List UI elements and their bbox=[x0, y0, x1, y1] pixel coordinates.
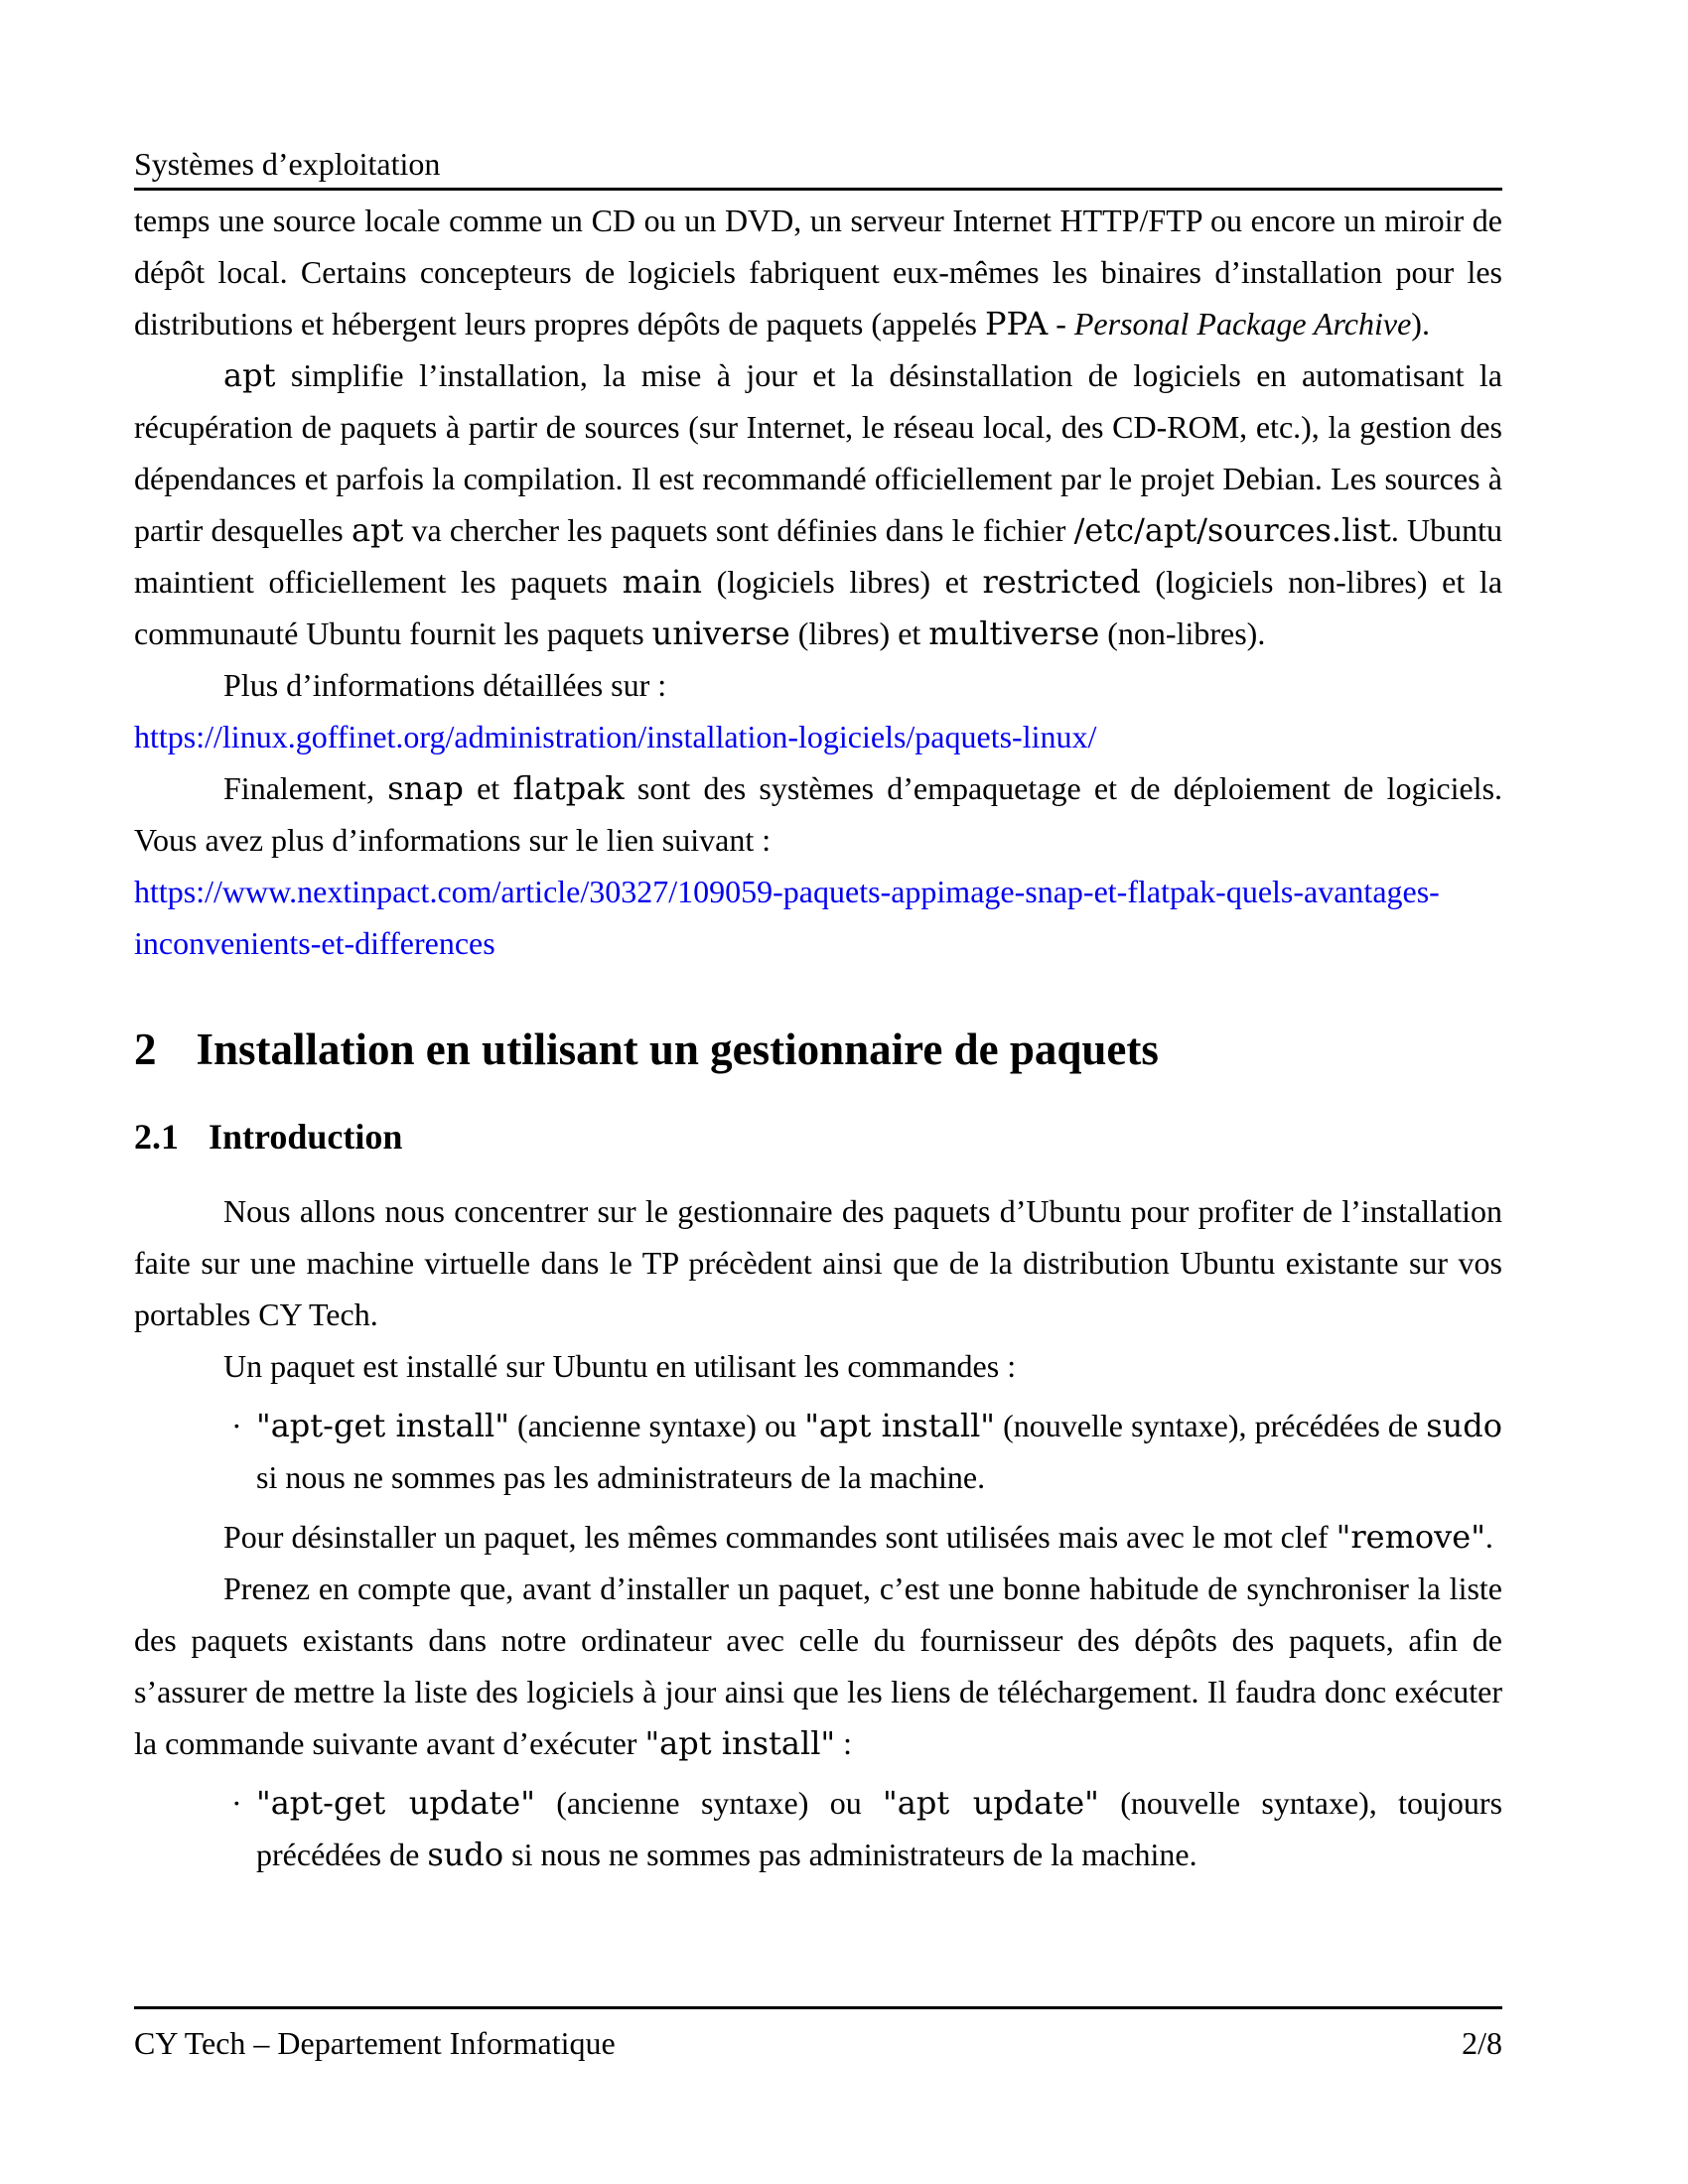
text-segment: simplifie l’installation, la mise à jour et la désinstallation de logiciels en automatisant la récupération de paquets à partir de sources (sur Internet, le réseau local, des CD-ROM, etc.), la gestion des dépendances et parfois la compilation. Il est recommandé officiellement par le projet Debian. Les sources à partir desquelles bbox=[134, 357, 1502, 548]
bullet-icon: · bbox=[231, 1785, 242, 1821]
link-goffinet[interactable]: https://linux.goffinet.org/administration/installation-logiciels/paquets-linux/ bbox=[134, 719, 1097, 754]
paragraph-snap-flatpak bbox=[134, 762, 1502, 866]
document-body bbox=[134, 195, 1502, 1888]
subsection-heading bbox=[134, 1114, 1502, 1160]
page-header bbox=[134, 145, 1502, 191]
inline-code: /etc/apt/sources.list bbox=[1073, 511, 1391, 549]
text-segment: sont des systèmes d’empaquetage et de déploiement de logiciels. Vous avez plus d’informations sur le lien suivant : bbox=[134, 770, 1503, 858]
section-title: Installation en utilisant un gestionnaire de paquets bbox=[196, 1024, 1159, 1074]
paragraph-nous-allons bbox=[134, 1185, 1502, 1340]
text-segment: (libres) et bbox=[789, 615, 929, 651]
inline-code: multiverse bbox=[928, 614, 1100, 652]
inline-code: sudo bbox=[427, 1836, 504, 1873]
text-segment: . bbox=[1484, 1519, 1493, 1555]
text-segment: Nous allons nous concentrer sur le gestionnaire des paquets d’Ubuntu pour profiter de l’installation faite sur une machine virtuelle dans le TP précèdent ainsi que de la distribution Ubuntu existante sur vos portables CY Tech. bbox=[134, 1193, 1502, 1332]
text-segment: Prenez en compte que, avant d’installer un paquet, c’est une bonne habitude de synchroniser la liste des paquets existants dans notre ordinateur avec celle du fournisseur des dépôts des paquets, afin de s’assurer de mettre la liste des logiciels à jour ainsi que les liens de téléchargement. Il faudra donc exécuter la commande suivante avant d’exécuter bbox=[134, 1570, 1502, 1761]
inline-code: "apt-get update" bbox=[256, 1784, 535, 1822]
inline-code: flatpak bbox=[512, 769, 625, 807]
inline-code: snap bbox=[387, 769, 464, 807]
section-number: 2 bbox=[134, 1024, 157, 1074]
inline-code: restricted bbox=[982, 563, 1141, 601]
list-item-text bbox=[256, 1408, 1502, 1495]
section-heading bbox=[134, 1021, 1502, 1078]
bullet-icon: · bbox=[231, 1408, 242, 1443]
inline-code: "apt update" bbox=[883, 1784, 1099, 1822]
text-segment: et bbox=[463, 770, 513, 806]
footer-rule bbox=[134, 2006, 1502, 2009]
page-footer bbox=[134, 2001, 1502, 2063]
list-item-text bbox=[256, 1785, 1502, 1872]
text-segment: (ancienne syntaxe) ou bbox=[534, 1785, 884, 1821]
text-segment: Plus d’informations détaillées sur : bbox=[223, 667, 667, 703]
inline-code: "apt install" bbox=[644, 1724, 836, 1762]
text-segment: Un paquet est installé sur Ubuntu en utilisant les commandes : bbox=[223, 1348, 1017, 1384]
text-segment: (logiciels non-libres) et la communauté Ubuntu fournit les paquets bbox=[134, 564, 1503, 651]
text-segment: (ancienne syntaxe) ou bbox=[508, 1408, 805, 1443]
paragraph-prenez-en-compte bbox=[134, 1563, 1502, 1769]
page-number: 2/8 bbox=[1462, 2025, 1502, 2061]
footer-department: CY Tech – Departement Informatique bbox=[134, 2025, 616, 2061]
paragraph-un-paquet bbox=[134, 1340, 1502, 1392]
text-segment: si nous ne sommes pas les administrateurs de la machine. bbox=[256, 1459, 986, 1495]
text-segment: ). bbox=[1411, 306, 1430, 341]
text-segment: Finalement, bbox=[223, 770, 388, 806]
paragraph-intro-continuation bbox=[134, 195, 1502, 349]
text-segment: si nous ne sommes pas administrateurs de la machine. bbox=[503, 1837, 1197, 1872]
paragraph-apt bbox=[134, 349, 1502, 659]
subsection-number: 2.1 bbox=[134, 1117, 179, 1157]
list-item bbox=[231, 1777, 1503, 1880]
text-segment: temps une source locale comme un CD ou un DVD, un serveur Internet HTTP/FTP ou encore un miroir de dépôt local. Certains concepteurs de logiciels fabriquent eux-mêmes les binaires d’installation pour les distributions et hébergent leurs propres dépôts de paquets (appelés bbox=[134, 203, 1502, 341]
inline-code: apt bbox=[223, 356, 276, 394]
inline-code: apt bbox=[351, 511, 404, 549]
link-line-1: https://www.nextinpact.com/article/30327/109059-paquets-appimage-snap-et-flatpak-quels-avantages- bbox=[134, 874, 1440, 909]
text-segment: . Ubuntu maintient officiellement les paquets bbox=[134, 512, 1503, 600]
inline-code: PPA bbox=[984, 305, 1049, 342]
text-segment: (non-libres). bbox=[1099, 615, 1266, 651]
inline-code: "remove" bbox=[1336, 1518, 1485, 1556]
text-segment: (logiciels libres) et bbox=[701, 564, 983, 600]
inline-code: "apt install" bbox=[804, 1407, 996, 1444]
inline-code: "apt-get install" bbox=[256, 1407, 509, 1444]
inline-code: universe bbox=[651, 614, 790, 652]
text-segment: Personal Package Archive bbox=[1073, 306, 1412, 341]
text-segment: : bbox=[835, 1725, 853, 1761]
inline-code: sudo bbox=[1426, 1407, 1502, 1444]
header-title: Systèmes d’exploitation bbox=[134, 146, 441, 182]
bullet-list-update bbox=[134, 1777, 1502, 1880]
text-segment: va chercher les paquets sont définies dans le fichier bbox=[403, 512, 1074, 548]
subsection-title: Introduction bbox=[209, 1117, 403, 1157]
paragraph-desinstaller bbox=[134, 1511, 1502, 1563]
link-line-2: inconvenients-et-differences bbox=[134, 925, 495, 961]
header-rule bbox=[134, 188, 1502, 191]
inline-code: main bbox=[622, 563, 702, 601]
text-segment: (nouvelle syntaxe), toujours précédées de bbox=[256, 1785, 1503, 1872]
text-segment: - bbox=[1048, 306, 1074, 341]
list-item bbox=[231, 1400, 1502, 1503]
text-segment: (nouvelle syntaxe), précédées de bbox=[995, 1408, 1427, 1443]
link-nextinpact[interactable] bbox=[134, 866, 1502, 969]
bullet-list-install bbox=[134, 1400, 1502, 1503]
text-segment: Pour désinstaller un paquet, les mêmes commandes sont utilisées mais avec le mot clef bbox=[223, 1519, 1336, 1555]
paragraph-more-info bbox=[134, 659, 1502, 711]
